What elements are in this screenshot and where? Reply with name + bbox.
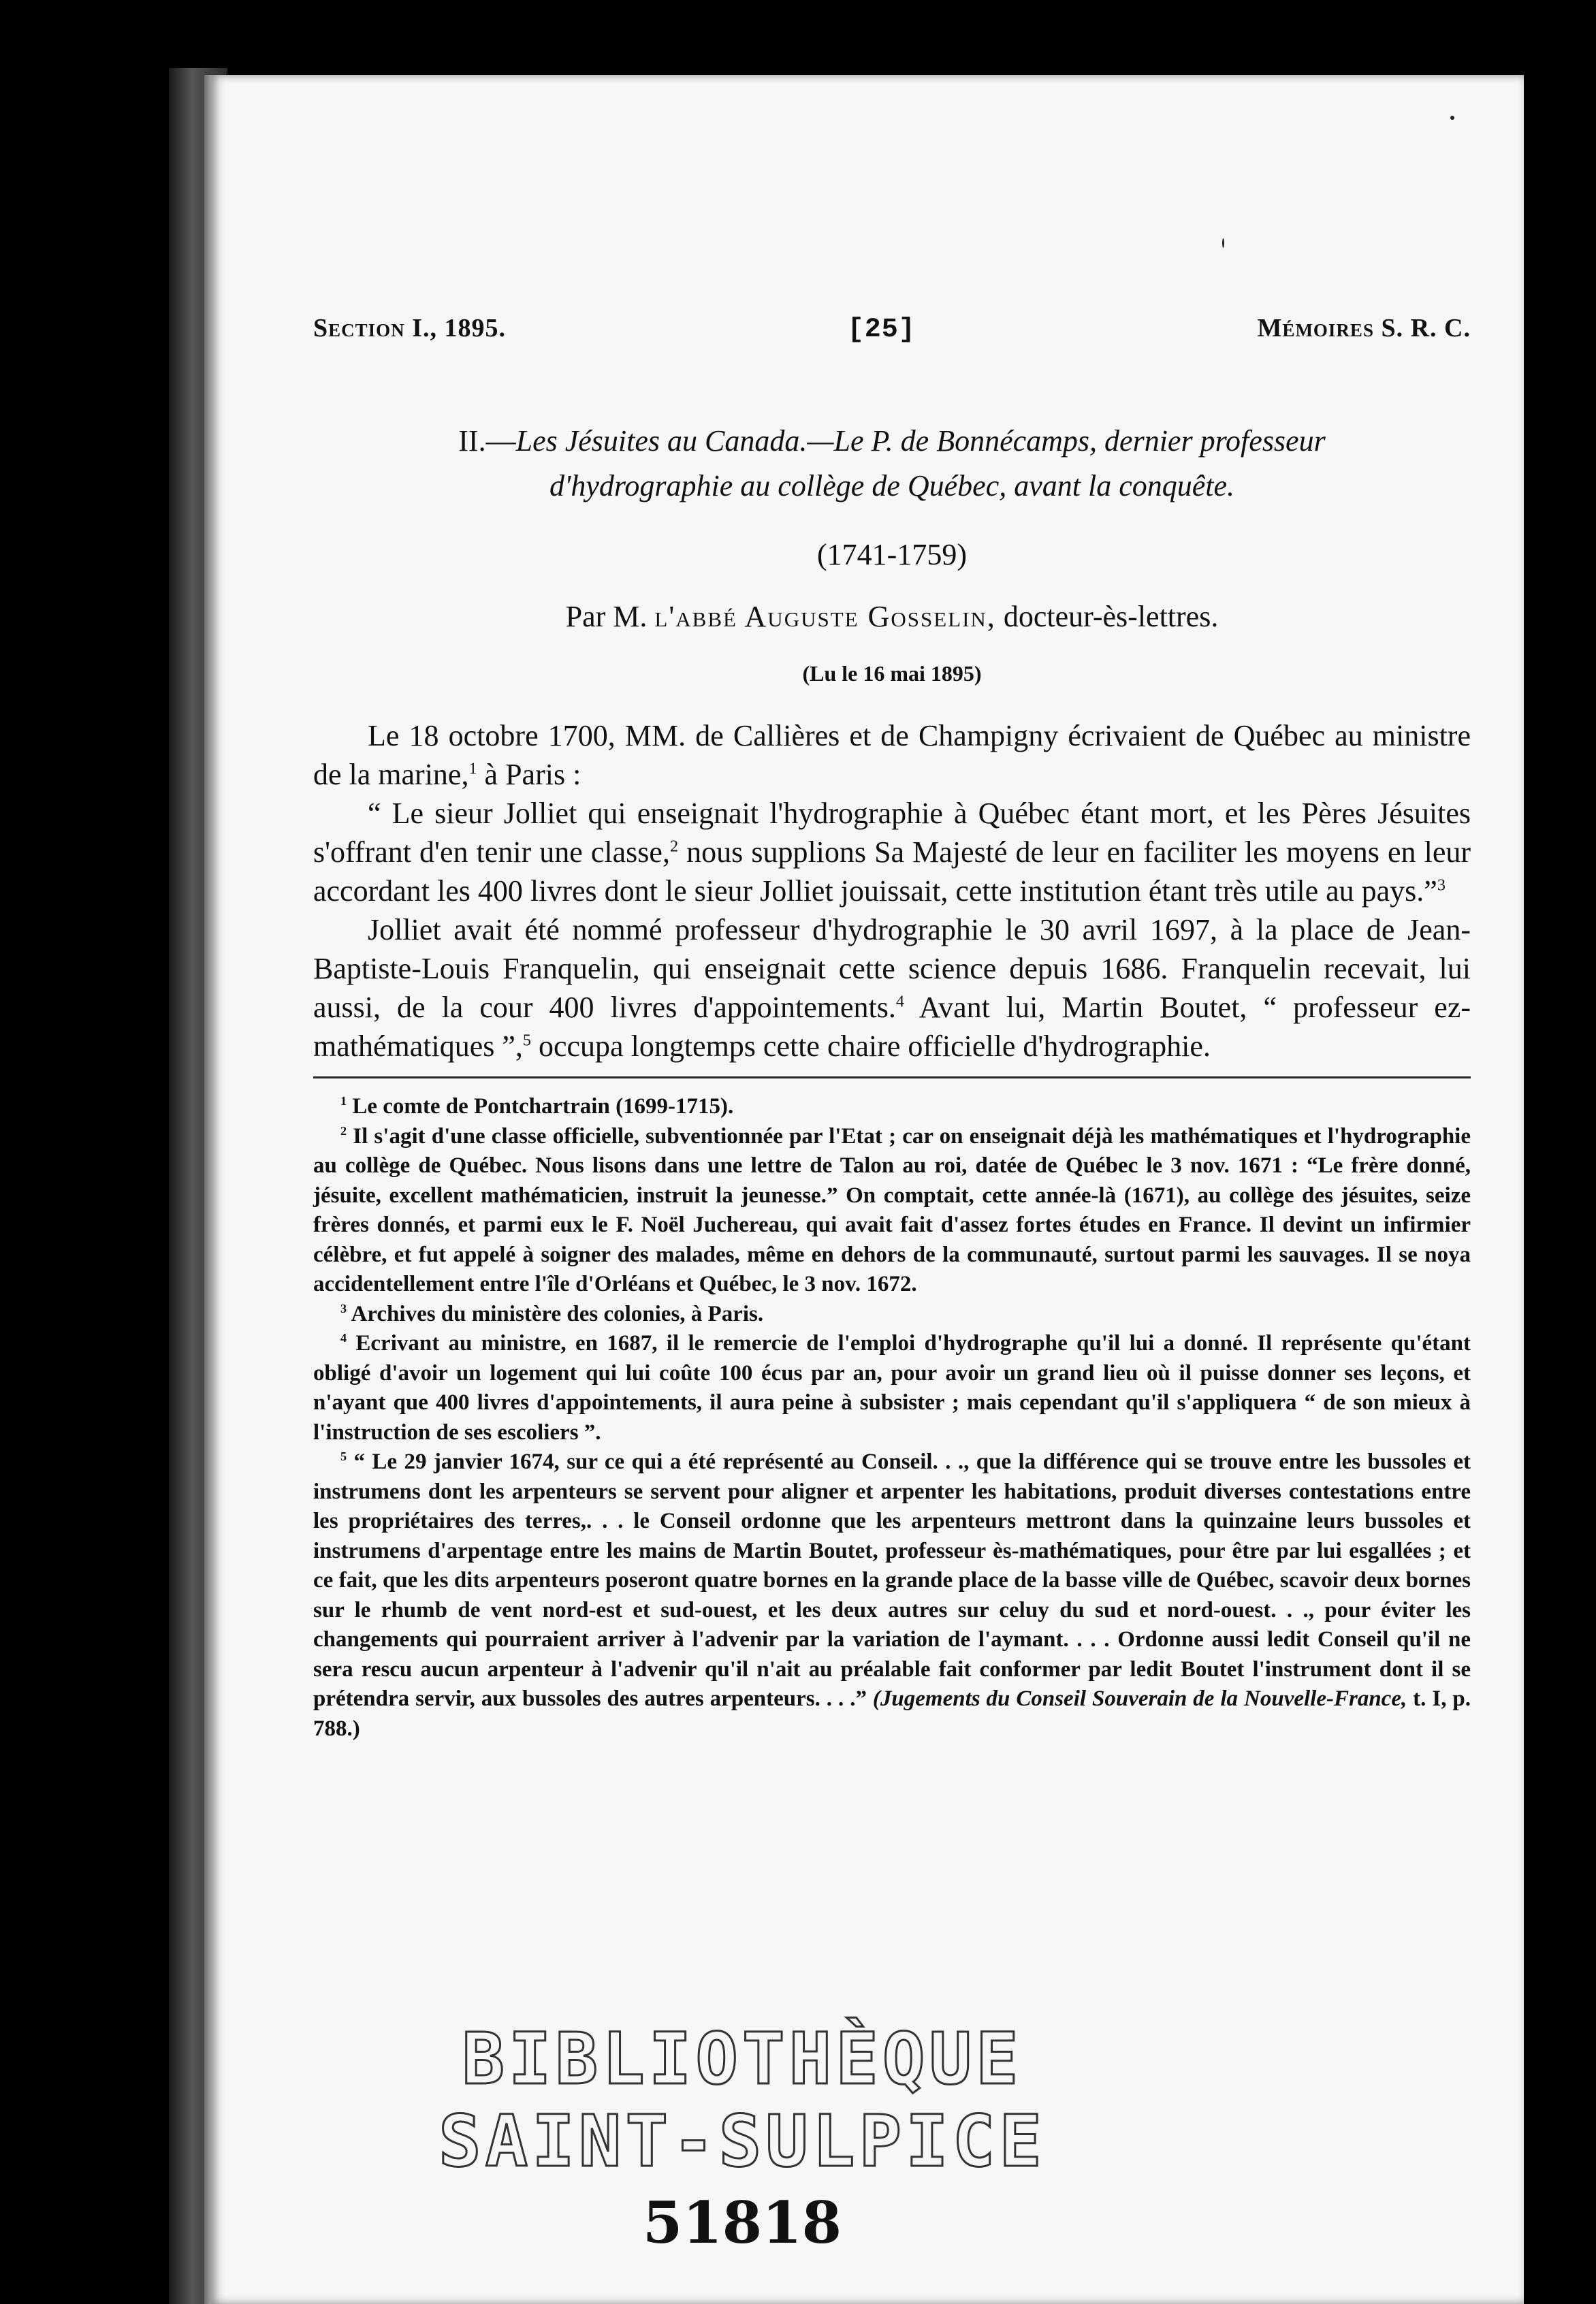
article-title [313,419,1471,509]
header-section: Section I., 1895. [313,314,506,342]
footnote-ref: 2 [669,837,679,856]
read-date: (Lu le 16 mai 1895) [802,661,982,686]
title-line-1: Les Jésuites au Canada.—Le P. de Bonnécamps, dernier professeur [515,424,1326,458]
footnote: $^2$ Il s'agit d'une classe officielle, subventionnée par l'Etat ; car on enseignait déjà les mathématiques et l'hydrographie au collège de Québec. Nous lisons dans une lettre de Talon au roi, datée de Québec le 3 nov. 1671 : “Le frère donné, jésuite, excellent mathématicien, instruit la jeunesse.” On comptait, cette année-là (1671), au collège des jésuites, seize frères donnés, et parmi eux le F. Noël Juchereau, qui avait fait d'assez fortes études en France. Il devint un infirmier célèbre, et fut appelé à soigner des malades, même en dehors de la communauté, surtout parmi les sauvages. Il se noya accidentellement entre l'île d'Orléans et Québec, le 3 nov. 1672. [313,1123,1471,1296]
article-number: II.— [458,424,516,458]
body-text [313,716,1471,1066]
text-run: Avant lui, Martin Boutet, “ professeur ez-mathématiques ”, [313,991,1471,1063]
page-speck [1450,116,1454,120]
paragraph [313,910,1471,1066]
library-stamp [402,2019,1083,2183]
page-content [313,313,1471,1744]
footnote: $^1$ Le comte de Pontchartrain (1699-1715). [340,1094,734,1119]
text-run: à Paris : [477,758,581,791]
text-run: “ Le sieur Jolliet qui enseignait l'hydrographie à Québec étant mort, et les Pères Jésuites s'offrant d'en tenir une classe, [313,797,1471,869]
footnote: $^3$ Archives du ministère des colonies, à Paris. [340,1301,764,1326]
footnote-text: Archives du ministère des colonies, à Paris. [351,1301,764,1326]
footnote: $^4$ Ecrivant au ministre, en 1687, il le remercie de l'emploi d'hydrographe qu'il lui a donné. Il représente qu'étant obligé d'avoir un logement qui lui coûte 100 écus par an, pour avoir un grand lieu où il puisse donner ses leçons, et n'ayant que 400 livres d'appointements, il aura peine à subsister ; mais cependant qu'il s'appliquera “ de son mieux à l'instruction de ses escoliers ”. [313,1331,1471,1445]
header-journal: Mémoires S. R. C. [1257,314,1471,342]
footnote-ref: 3 [1437,876,1446,895]
footnote-text: Ecrivant au ministre, en 1687, il le remercie de l'emploi d'hydrographe qu'il lui a donné. Il représente qu'étant obligé d'avoir un logement qui lui coûte 100 écus par an, pour avoir un grand lieu où il puisse donner ses leçons, et n'ayant que 400 livres d'appointements, il aura peine à subsister ; mais cependant qu'il s'appliquera “ de son mieux à l'instruction de ses escoliers ”. [313,1331,1471,1445]
page-speck [1222,238,1224,248]
footnote-text: “ Le 29 janvier 1674, sur ce qui a été représenté au Conseil. . ., que la différence qui se trouve entre les bussoles et instrumens dont les arpenteurs se servent pour aligner et arpenter les habitations, produit diverses contestations entre les propriétaires des terres,. . . le Conseil ordonne que les arpenteurs mettront dans la quinzaine leurs bussoles et instrumens d'arpentage entre les mains de Martin Boutet, professeur ès-mathématiques, pour être par lui esgallées ; et ce fait, que les dits arpenteurs poseront quatre bornes en la grande place de la basse ville de Québec, scavoir deux bornes sur le rhumb de vent nord-est et sud-ouest, et les deux autres sur celuy du sud et nord-ouest. . ., pour éviter les changements qui pourraient arriver à l'advenir par la variation de l'aymant. . . . Ordonne aussi ledit Conseil qu'il ne sera rescu aucun arpenteur à l'advenir qu'il n'ait au préalable fait conformer par ledit Boutet l'instrument dont il se prétendra servir, aux bussoles des autres arpenteurs. . . .” [313,1450,1471,1711]
author-name: l'abbé Auguste Gosselin, [654,600,996,633]
title-line-2: d'hydrographie au collège de Québec, avant la conquête. [549,469,1235,502]
paragraph [313,716,1471,794]
footnote-ref: 5 [522,1031,531,1050]
running-header [313,313,1471,345]
footnote-text: t. I, p. 788.) [313,1686,1471,1741]
paragraph [313,794,1471,910]
byline [313,599,1471,634]
text-run: nous supplions Sa Majesté de leur en faciliter les moyens en leur accordant les 400 livres dont le sieur Jolliet jouissait, cette institution étant très utile au pays.” [313,835,1471,908]
stamp-line-1: BIBLIOTHÈQUE [462,2017,1023,2100]
footnotes [313,1092,1471,1744]
footnote-source: (Jugements du Conseil Souverain de la Nouvelle-France, [872,1686,1407,1711]
author-title: docteur-ès-lettres. [1003,600,1219,633]
accession-number: 51818 [642,2189,842,2256]
article-dates: (1741-1759) [817,538,967,571]
text-run: occupa longtemps cette chaire officielle d'hydrographie. [531,1029,1211,1063]
text-run: Le 18 octobre 1700, MM. de Callières et de Champigny écrivaient de Québec au ministre de la marine, [313,719,1471,791]
footnote-ref: 1 [468,759,477,778]
footnote-rule [313,1076,1471,1078]
footnote: $^5$ “ Le 29 janvier 1674, sur ce qui a été représenté au Conseil. . ., que la différence qui se trouve entre les bussoles et instrumens dont les arpenteurs se servent pour aligner et arpenter les habitations, produit diverses contestations entre les propriétaires des terres,. . . le Conseil ordonne que les arpenteurs mettront dans la quinzaine leurs bussoles et instrumens d'arpentage entre les mains de Martin Boutet, professeur ès-mathématiques, pour être par lui esgallées ; et ce fait, que les dits arpenteurs poseront quatre bornes en la grande place de la basse ville de Québec, scavoir deux bornes sur le rhumb de vent nord-est et sud-ouest, et les deux autres sur celuy du sud et nord-ouest. . ., pour éviter les changements qui pourraient arriver à l'advenir par la variation de l'aymant. . . . Ordonne aussi ledit Conseil qu'il ne sera rescu aucun arpenteur à l'advenir qu'il n'ait au préalable fait conformer par ledit Boutet l'instrument dont il se prétendra servir, aux bussoles des autres arpenteurs. . . .” (Jugements du Conseil Souverain de la Nouvelle-France, t. I, p. 788.) [313,1450,1471,1741]
byline-prefix: Par M. [565,600,648,633]
text-run: Jolliet avait été nommé professeur d'hydrographie le 30 avril 1697, à la place de Jean-Baptiste-Louis Franquelin, qui enseignait cette science depuis 1686. Franquelin recevait, lui aussi, de la cour 400 livres d'appointements. [313,913,1471,1024]
footnote-ref: 4 [895,992,904,1011]
footnote-text: Le comte de Pontchartrain (1699-1715). [352,1094,734,1119]
stamp-line-2: SAINT-SULPICE [438,2100,1046,2183]
page-number: [25] [847,315,916,345]
footnote-text: Il s'agit d'une classe officielle, subventionnée par l'Etat ; car on enseignait déjà les mathématiques et l'hydrographie au collège de Québec. Nous lisons dans une lettre de Talon au roi, datée de Québec le 3 nov. 1671 : “Le frère donné, jésuite, excellent mathématicien, instruit la jeunesse.” On comptait, cette année-là (1671), au collège des jésuites, seize frères donnés, et parmi eux le F. Noël Juchereau, qui avait fait d'assez fortes études en France. Il devint un infirmier célèbre, et fut appelé à soigner des malades, même en dehors de la communauté, surtout parmi les sauvages. Il se noya accidentellement entre l'île d'Orléans et Québec, le 3 nov. 1672. [313,1123,1471,1296]
page [211,75,1524,2304]
